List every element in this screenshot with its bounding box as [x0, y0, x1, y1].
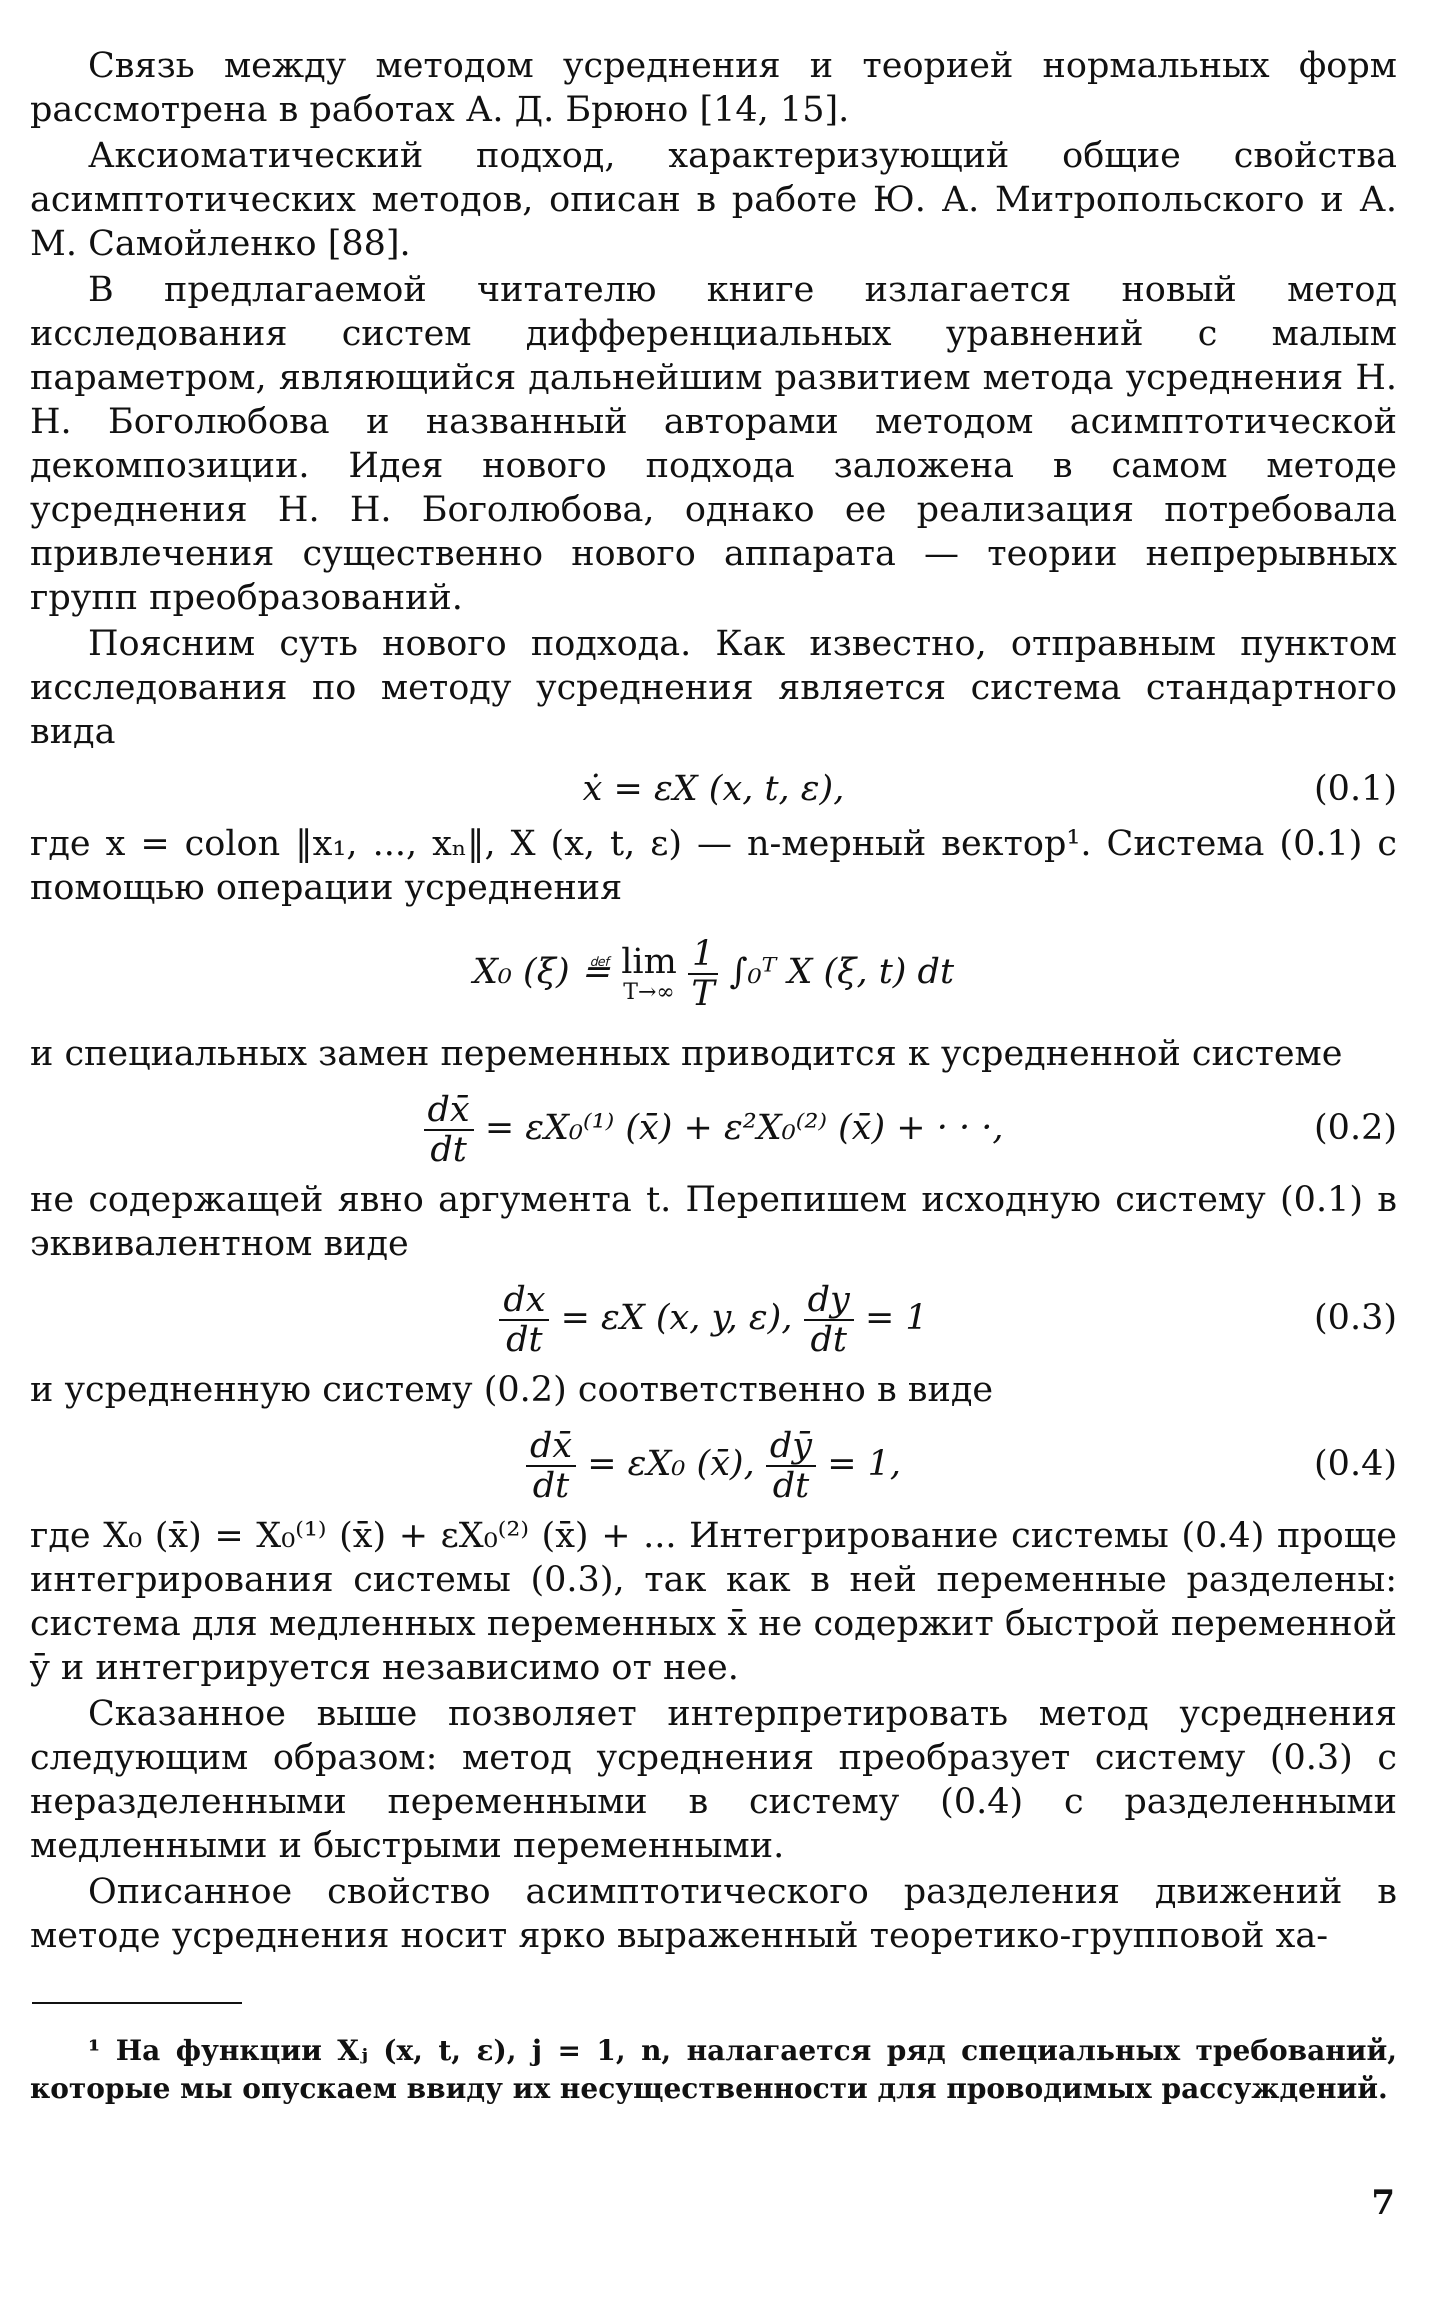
- paragraph-3: В предлагаемой читателю книге излагается новый метод исследования систем дифференциальных уравнений с малым параметром, являющийся дальнейшим развитием метода усреднения Н. Н. Боголюбова и названный авторами методом асимптотической декомпозиции. Идея нового подхода заложена в самом методе усреднения Н. Н. Боголюбова, однако ее реализация потребовала привлечения существенно нового аппарата — теории непрерывных групп преобразований.: [30, 270, 1397, 618]
- eq3-frac1-top: dx: [499, 1281, 549, 1321]
- average-integral: ∫₀ᵀ X (ξ, t) dt: [729, 952, 955, 992]
- eq2-rhs: = εX₀⁽¹⁾ (x̄) + ε²X₀⁽²⁾ (x̄) + · · ·,: [484, 1108, 1004, 1148]
- eq4-end: = 1,: [827, 1444, 902, 1484]
- eq3-middle: = εX (x, y, ε),: [560, 1298, 793, 1338]
- paragraph-2: Аксиоматический подход, характеризующий общие свойства асимптотических методов, описан в работе Ю. А. Митропольского и А. М. Самойленко [88].: [30, 136, 1397, 264]
- text-after-eq4: где X₀ (x̄) = X₀⁽¹⁾ (x̄) + εX₀⁽²⁾ (x̄) + ... Интегрирование системы (0.4) проще интегрирования системы (0.3), так как в ней переменные разделены: система для медленных переменных x̄ не содержит быстрой переменной ȳ и интегрируется независимо от нее.: [30, 1516, 1397, 1688]
- average-frac-top: 1: [688, 935, 718, 975]
- eq3-frac2-top: dy: [804, 1281, 854, 1321]
- limit-subscript: T→∞: [623, 979, 675, 1005]
- paragraph-4: Поясним суть нового подхода. Как известно, отправным пунктом исследования по методу усреднения является система стандартного вида: [30, 624, 1397, 752]
- equation-0-1: [30, 756, 1397, 822]
- equation-0-3: [30, 1268, 1397, 1368]
- paragraph-said: Сказанное выше позволяет интерпретировать метод усреднения следующим образом: метод усреднения преобразует систему (0.3) с неразделенными переменными в систему (0.4) с разделенными медленными и быстрыми переменными.: [30, 1694, 1397, 1866]
- eq3-frac2-bottom: dt: [810, 1319, 847, 1360]
- footnote-divider: [32, 2002, 242, 2004]
- eq4-frac1-top: dx̄: [526, 1427, 576, 1467]
- eq2-frac-top: dx̄: [424, 1091, 474, 1131]
- average-lhs: X₀ (ξ) ≝: [472, 952, 611, 992]
- equation-0-2-number: (0.2): [1314, 1108, 1397, 1148]
- equation-0-4-number: (0.4): [1314, 1444, 1397, 1484]
- eq4-frac2-top: dȳ: [766, 1427, 816, 1467]
- eq3-frac1-bottom: dt: [506, 1319, 543, 1360]
- equation-0-3-number: (0.3): [1314, 1298, 1397, 1338]
- limit-symbol: lim: [621, 941, 677, 982]
- eq4-middle: = εX₀ (x̄),: [587, 1444, 755, 1484]
- text-after-eq2: не содержащей явно аргумента t. Перепишем исходную систему (0.1) в эквивалентном виде: [30, 1180, 1397, 1264]
- equation-0-2: [30, 1078, 1397, 1178]
- equation-0-1-body: ẋ = εX (x, t, ε),: [582, 769, 845, 809]
- equation-0-4: [30, 1414, 1397, 1514]
- eq4-frac2-bottom: dt: [772, 1465, 810, 1506]
- equation-0-1-number: (0.1): [1314, 769, 1397, 809]
- paragraph-last: Описанное свойство асимптотического разделения движений в методе усреднения носит ярко выраженный теоретико-групповой ха-: [30, 1872, 1397, 1956]
- text-after-eq1: где x = colon ‖x₁, ..., xₙ‖, X (x, t, ε) — n-мерный вектор¹. Система (0.1) с помощью операции усреднения: [30, 824, 1397, 908]
- eq4-frac1-bottom: dt: [532, 1465, 570, 1506]
- text-after-average: и специальных замен переменных приводится к усредненной системе: [30, 1034, 1343, 1074]
- text-after-eq3: и усредненную систему (0.2) соответственно в виде: [30, 1370, 994, 1410]
- eq2-frac-bottom: dt: [430, 1129, 467, 1170]
- footnote: ¹ На функции Xⱼ (x, t, ε), j = 1, n, налагается ряд специальных требований, которые мы опускаем ввиду их несущественности для проводимых рассуждений.: [30, 2034, 1397, 2105]
- eq3-end: = 1: [864, 1298, 928, 1338]
- page-number: 7: [1371, 2183, 1395, 2223]
- paragraph-1: Связь между методом усреднения и теорией нормальных форм рассмотрена в работах А. Д. Брюно [14, 15].: [30, 46, 1397, 130]
- average-frac-bottom: T: [691, 973, 715, 1014]
- equation-average: [30, 912, 1397, 1032]
